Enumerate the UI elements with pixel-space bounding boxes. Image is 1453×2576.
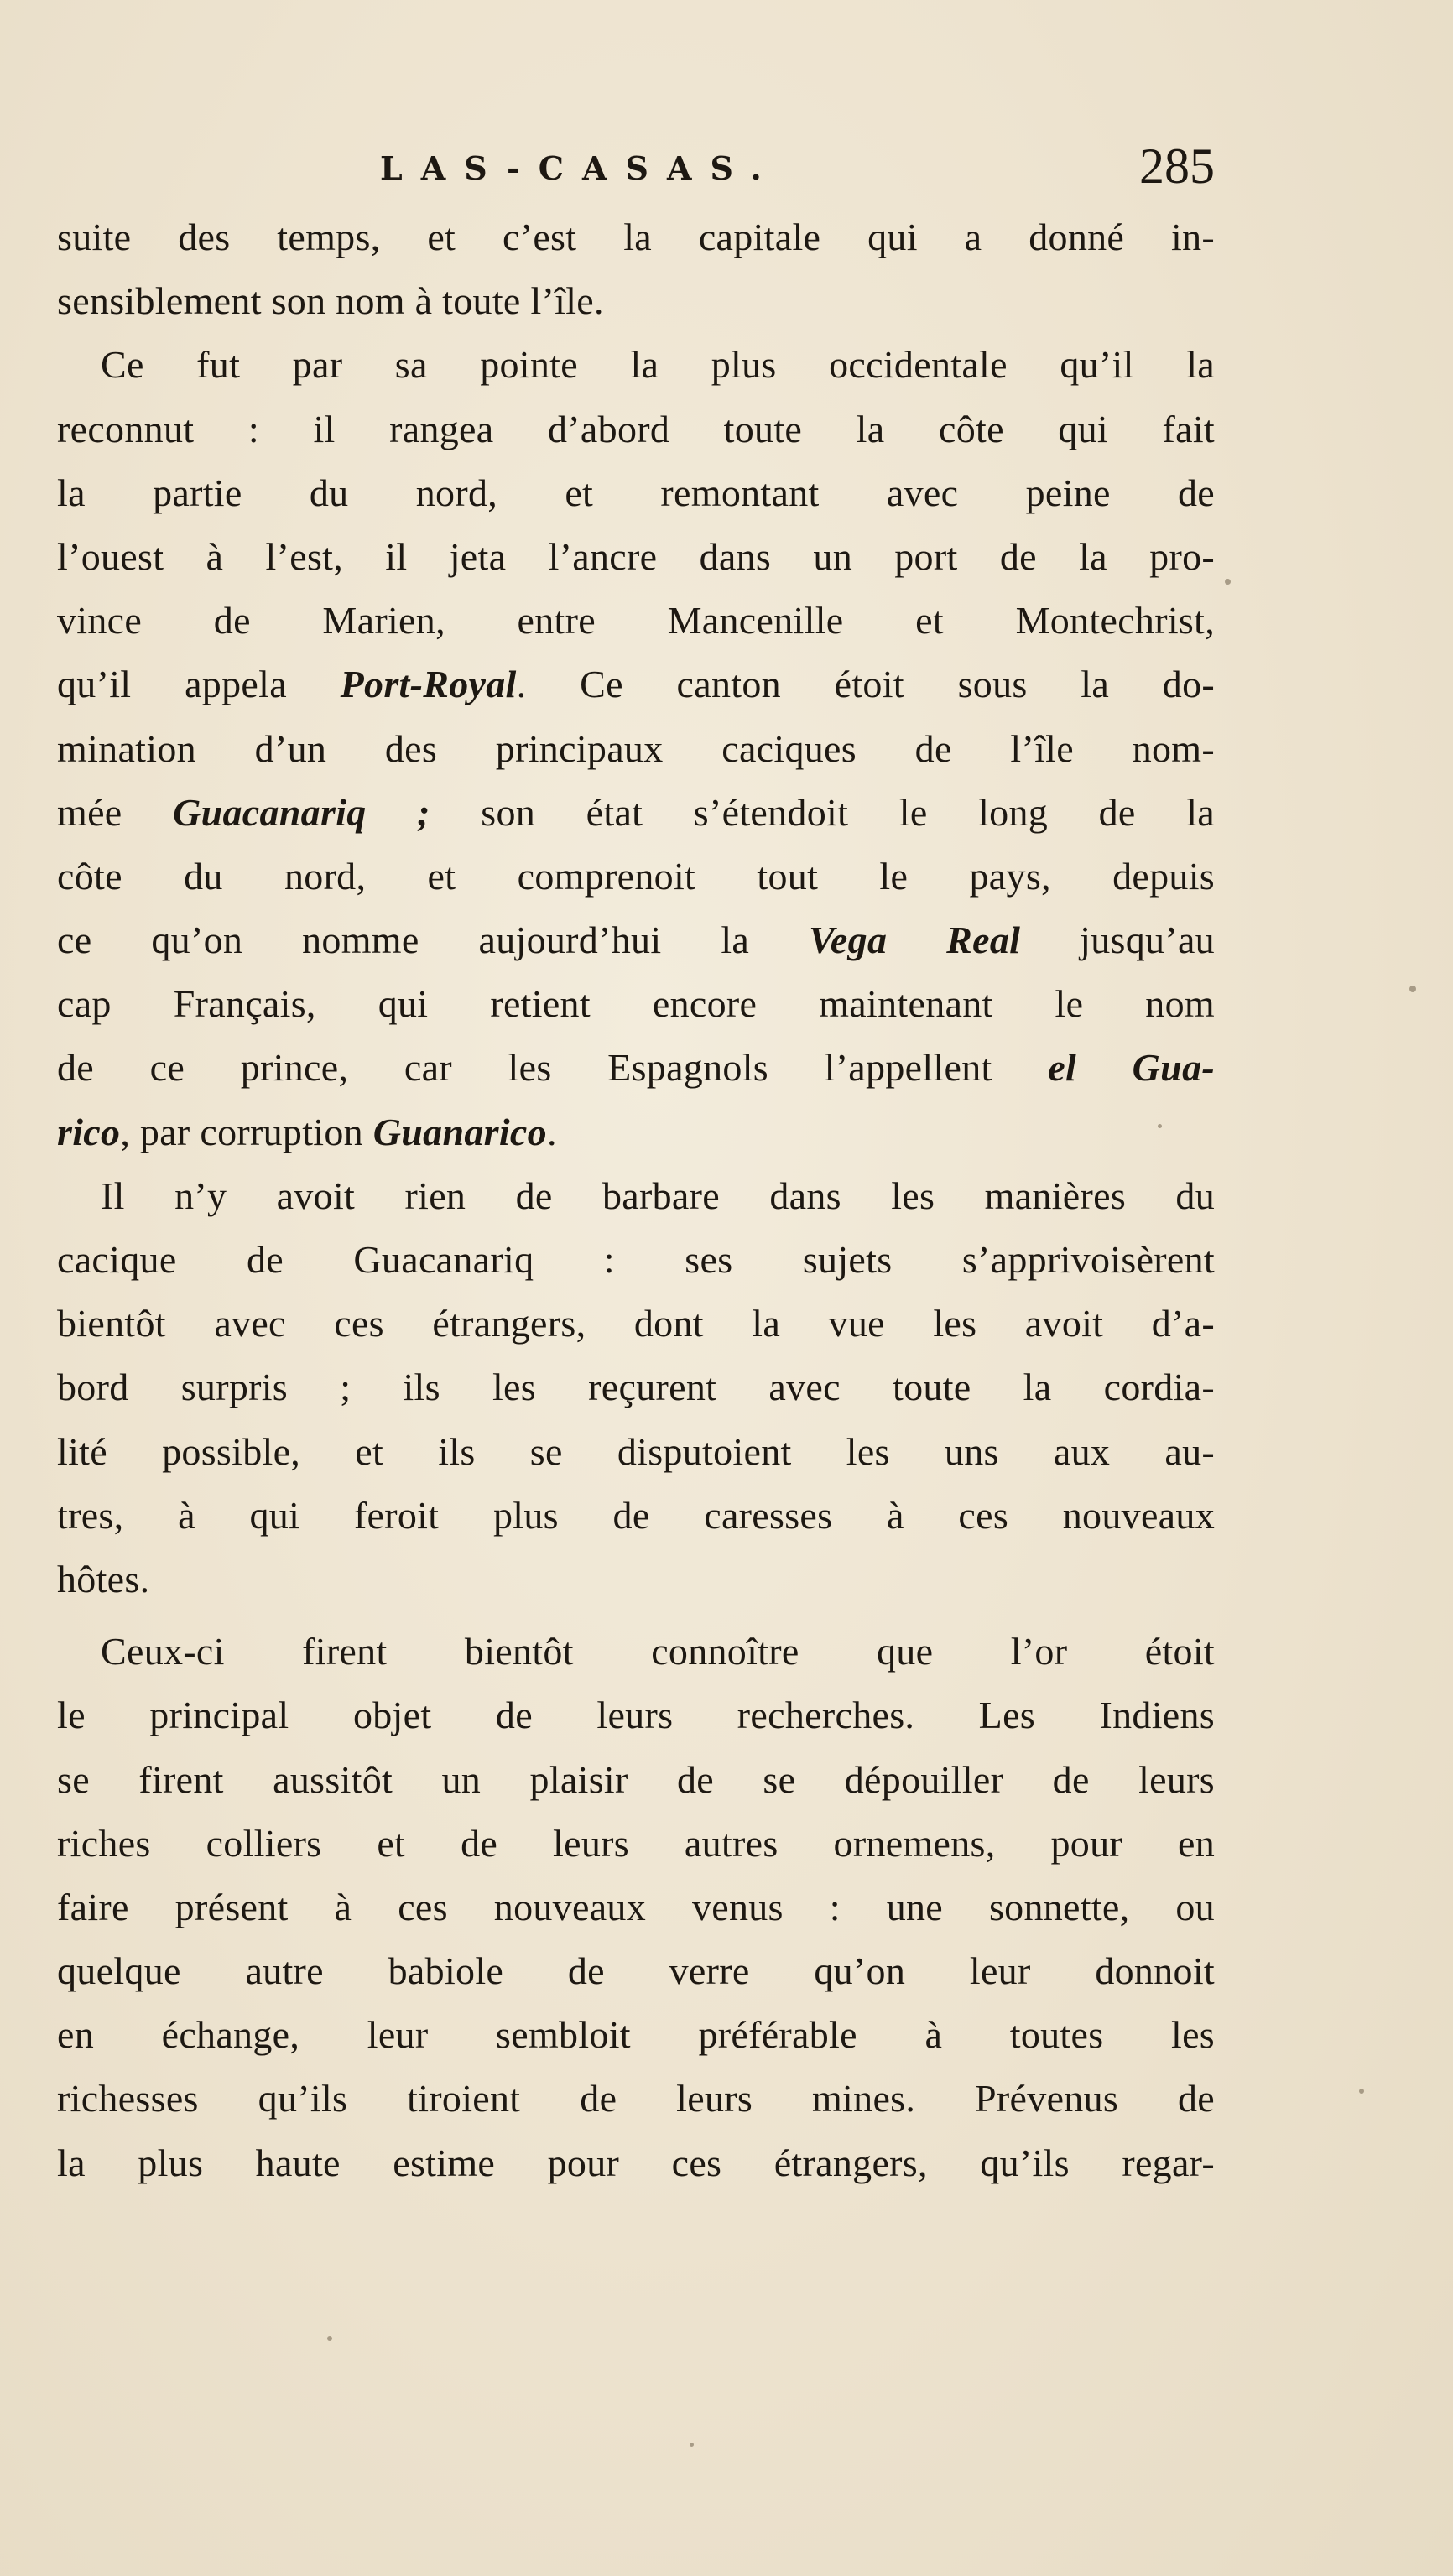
text-line: se firent aussitôt un plaisir de se dépouiller de leurs [57, 1757, 1215, 1801]
text-line: Il n’y avoit rien de barbare dans les manières du [101, 1174, 1215, 1217]
text-line: l’ouest à l’est, il jeta l’ancre dans un port de la pro- [57, 534, 1215, 578]
paper-speck [327, 2336, 332, 2341]
text-line: faire présent à ces nouveaux venus : une sonnette, ou [57, 1885, 1215, 1928]
text-line: rico, par corruption Guanarico. [57, 1110, 557, 1153]
running-head: LAS-CASAS. [380, 149, 780, 187]
body-text [57, 206, 1215, 2195]
text-line: tres, à qui feroit plus de caresses à ces nouveaux [57, 1493, 1215, 1537]
text-line: bientôt avec ces étrangers, dont la vue les avoit d’a- [57, 1302, 1215, 1345]
text-line: la partie du nord, et remontant avec peine de [57, 471, 1215, 514]
text-line: sensiblement son nom à toute l’île. [57, 279, 604, 323]
text-line: cap Français, qui retient encore maintenant le nom [57, 982, 1215, 1026]
text-line: reconnut : il rangea d’abord toute la côte qui fait [57, 407, 1215, 450]
paper-speck [1225, 579, 1231, 585]
paper-speck [1158, 1124, 1162, 1128]
text-line: cacique de Guacanariq : ses sujets s’apprivoisèrent [57, 1238, 1215, 1281]
text-line: côte du nord, et comprenoit tout le pays, depuis [57, 854, 1215, 898]
text-line: richesses qu’ils tiroient de leurs mines. Prévenus de [57, 2077, 1215, 2121]
paper-speck [1409, 986, 1416, 992]
text-line: le principal objet de leurs recherches. Les Indiens [57, 1694, 1215, 1737]
text-line: suite des temps, et c’est la capitale qui a donné in- [57, 216, 1215, 258]
text-line: riches colliers et de leurs autres ornemens, pour en [57, 1821, 1215, 1865]
text-line: bord surpris ; ils les reçurent avec toute la cordia- [57, 1366, 1215, 1409]
text-line: hôtes. [57, 1557, 150, 1600]
text-line: Ce fut par sa pointe la plus occidentale qu’il la [101, 343, 1215, 387]
text-line: Ceux-ci firent bientôt connoître que l’or étoit [101, 1630, 1215, 1673]
text-line: qu’il appela Port-Royal. Ce canton étoit sous la do- [57, 663, 1216, 706]
paper-speck [690, 2443, 694, 2447]
text-line: ce qu’on nomme aujourd’hui la Vega Real jusqu’au [57, 919, 1215, 962]
text-line: en échange, leur sembloit préférable à toutes les [57, 2013, 1215, 2057]
text-line: quelque autre babiole de verre qu’on leur donnoit [57, 1949, 1215, 1993]
text-line: mination d’un des principaux caciques de l’île nom- [57, 726, 1215, 770]
text-line: vince de Marien, entre Mancenille et Montechrist, [57, 599, 1215, 643]
text-line: mée Guacanariq ; son état s’étendoit le long de la [57, 790, 1215, 834]
text-line: lité possible, et ils se disputoient les uns aux au- [57, 1429, 1215, 1473]
text-line: de ce prince, car les Espagnols l’appellent el Gua- [57, 1046, 1215, 1090]
page-number: 285 [1139, 138, 1215, 194]
text-line: la plus haute estime pour ces étrangers, qu’ils regar- [57, 2141, 1215, 2184]
paper-speck [1359, 2089, 1364, 2094]
